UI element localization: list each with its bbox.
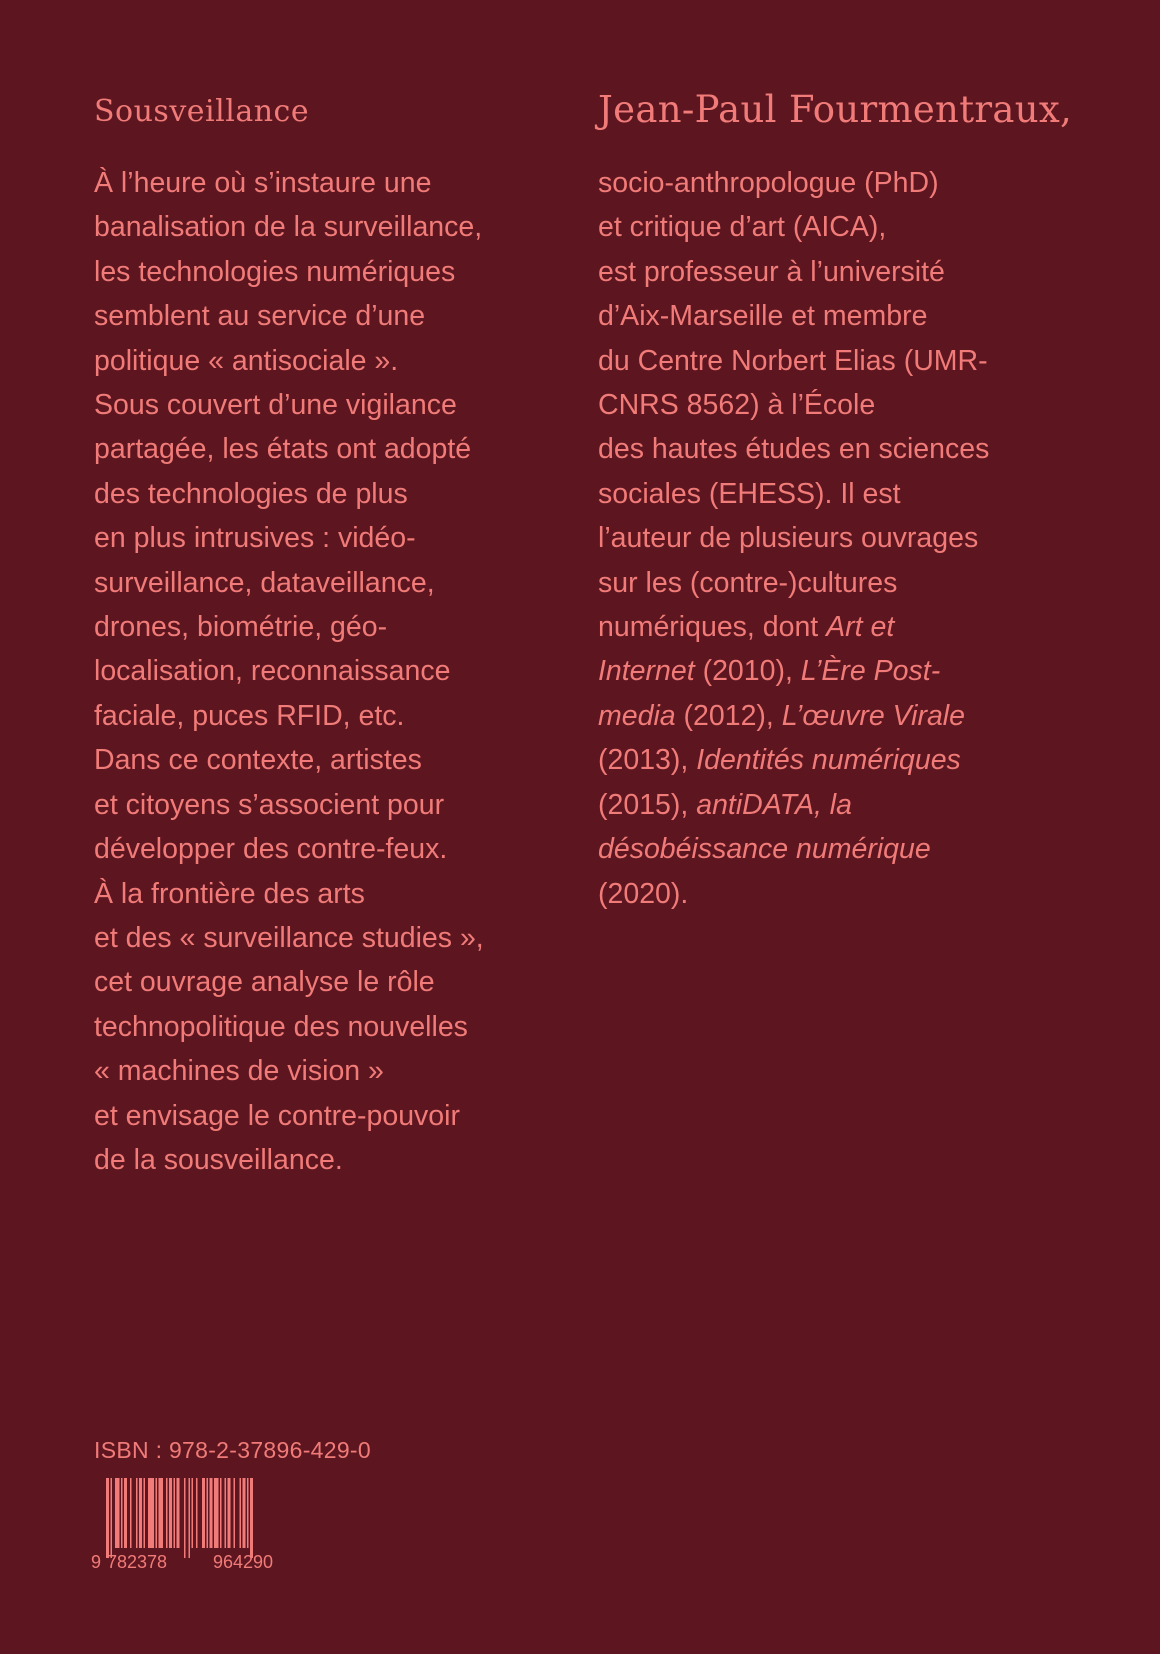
bio-line: sociales (EHESS). Il est [598, 477, 901, 510]
barcode-bar [130, 1478, 132, 1548]
bio-text: (2010), [694, 655, 801, 688]
summary-line: et citoyens s’associent pour [94, 788, 445, 821]
barcode-bar [148, 1478, 154, 1548]
summary-line: les technologies numériques [94, 255, 456, 288]
summary-line: développer des contre-feux. [94, 833, 448, 866]
barcode-bar [111, 1478, 113, 1558]
summary-line: partagée, les états ont adopté [94, 433, 472, 466]
barcode-bar [136, 1478, 138, 1548]
summary-line: en plus intrusives : vidéo- [94, 522, 416, 555]
barcode-bar [184, 1478, 186, 1558]
summary-line: cet ouvrage analyse le rôle [94, 966, 435, 999]
bio-text: (2015), [598, 788, 697, 821]
barcode [90, 1478, 320, 1570]
summary-line: des technologies de plus [94, 477, 408, 510]
barcode-bar [220, 1478, 222, 1548]
summary-line: À l’heure où s’instaure une [94, 167, 432, 199]
summary-line: À la frontière des arts [94, 877, 365, 910]
summary-line: technopolitique des nouvelles [94, 1010, 468, 1043]
summary-line: et envisage le contre-pouvoir [94, 1099, 460, 1132]
bio-line [598, 738, 1068, 782]
bio-line: socio-anthropologue (PhD) [598, 167, 939, 199]
summary-line: semblent au service d’une [94, 300, 426, 333]
bio-line [598, 605, 1068, 649]
summary-line: politique « antisociale ». [94, 344, 399, 377]
bio-line: et critique d’art (AICA), [598, 211, 887, 244]
barcode-bar [210, 1478, 213, 1548]
bio-line [598, 694, 1068, 738]
book-reference: Art et [826, 611, 895, 644]
summary-line: faciale, puces RFID, etc. [94, 699, 405, 732]
book-reference: Internet [598, 655, 695, 688]
summary-line: drones, biométrie, géo- [94, 611, 388, 644]
barcode-digit: 9 [91, 1552, 102, 1570]
barcode-bar [106, 1478, 109, 1558]
barcode-bar [159, 1478, 164, 1548]
barcode-bar [214, 1478, 219, 1548]
barcode-bar [139, 1478, 142, 1548]
barcode-bar [124, 1478, 127, 1548]
book-reference: Identités numériques [696, 744, 961, 777]
bio-text: (2013), [598, 744, 697, 777]
barcode-bar [166, 1478, 168, 1548]
barcode-bar [243, 1478, 246, 1548]
barcode-bar [247, 1478, 249, 1548]
bio-text: (2012), [675, 699, 782, 732]
book-reference: L’œuvre Virale [781, 699, 965, 732]
bio-line: (2020). [598, 877, 689, 910]
author-bio [598, 161, 1068, 916]
barcode-bar [240, 1478, 242, 1548]
barcode-bar [250, 1478, 253, 1558]
book-reference: L’Ère Post- [800, 655, 941, 688]
bio-line [598, 783, 1068, 827]
bio-line: sur les (contre-)cultures [598, 566, 898, 599]
barcode-bar [225, 1478, 227, 1548]
summary-line: banalisation de la surveillance, [94, 211, 483, 244]
barcode-bar [234, 1478, 236, 1548]
book-title: Sousveillance [94, 94, 310, 129]
barcode-bar [192, 1478, 194, 1548]
book-reference: media [598, 699, 676, 732]
bio-line: désobéissance numérique [598, 833, 931, 866]
summary-line: et des « surveillance studies », [94, 921, 484, 954]
barcode-bar [177, 1478, 180, 1548]
barcode-bar [174, 1478, 176, 1548]
barcode-bar [144, 1478, 146, 1548]
summary-line: Sous couvert d’une vigilance [94, 389, 457, 422]
barcode-bar [228, 1478, 231, 1548]
bio-line: CNRS 8562) à l’École [598, 389, 876, 422]
bio-line: d’Aix-Marseille et membre [598, 300, 928, 333]
bio-line: est professeur à l’université [598, 255, 945, 288]
summary-text [94, 161, 574, 1182]
barcode-digits-left: 782378 [107, 1552, 168, 1570]
barcode-bar [121, 1478, 123, 1548]
bio-line: du Centre Norbert Elias (UMR- [598, 344, 988, 377]
bio-line: l’auteur de plusieurs ouvrages [598, 522, 979, 555]
summary-line: Dans ce contexte, artistes [94, 744, 422, 777]
barcode-bar [207, 1478, 209, 1548]
barcode-bar [196, 1478, 198, 1548]
barcode-bar [156, 1478, 158, 1548]
barcode-bar [169, 1478, 172, 1548]
bio-line: des hautes études en sciences [598, 433, 990, 466]
barcode-digits-right: 964290 [213, 1552, 274, 1570]
bio-text: numériques, dont [598, 611, 827, 644]
summary-line: localisation, reconnaissance [94, 655, 451, 688]
barcode-bar [202, 1478, 205, 1548]
bio-line [598, 649, 1068, 693]
book-reference: antiDATA, la [696, 788, 852, 821]
isbn-label: ISBN : 978-2-37896-429-0 [94, 1437, 371, 1463]
summary-line: « machines de vision » [94, 1055, 384, 1088]
summary-line: de la sousveillance. [94, 1143, 343, 1176]
barcode-bar [189, 1478, 191, 1558]
barcode-bar [115, 1478, 120, 1548]
summary-line: surveillance, dataveillance, [94, 566, 435, 599]
author-name: Jean-Paul Fourmentraux, [598, 88, 1073, 131]
